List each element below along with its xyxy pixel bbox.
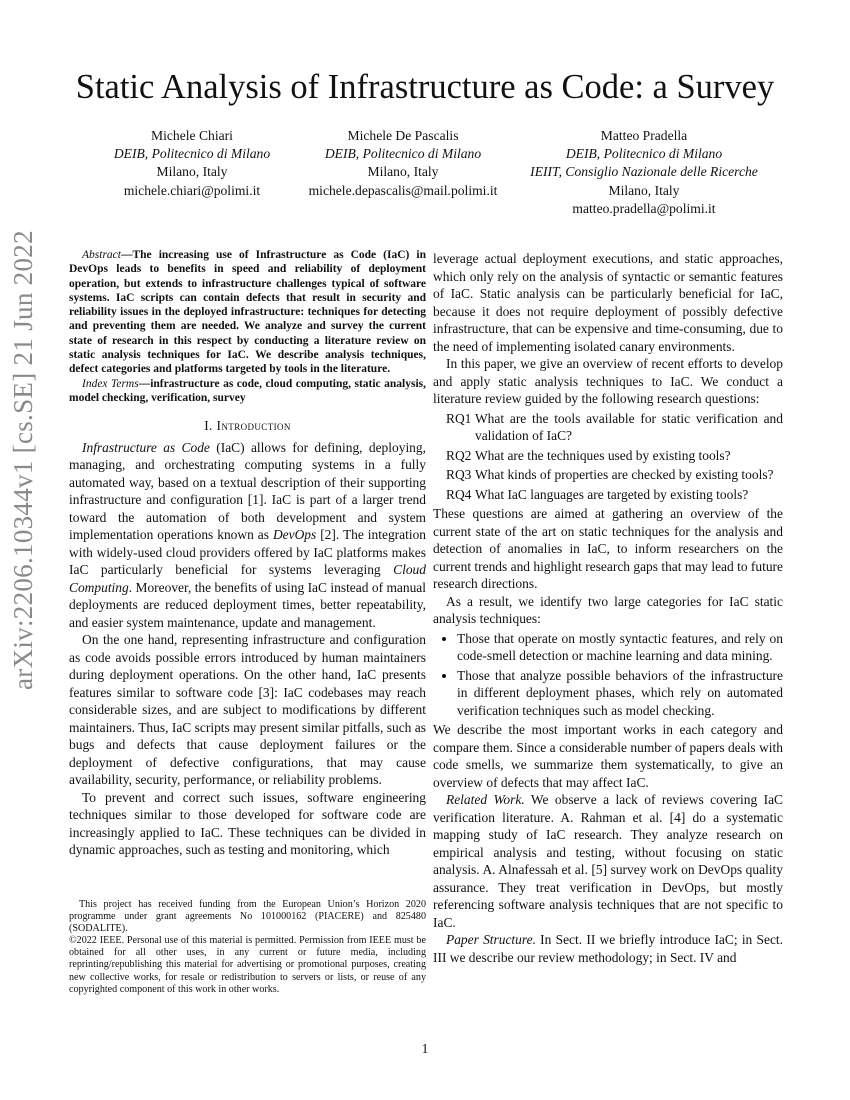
intro-paragraph-3: To prevent and correct such issues, software engineering techniques similar to those developed for software code are increasingly applied to IaC. These techniques can be divided in dynamic approaches, such as testing and monitoring, which <box>69 789 426 858</box>
abstract-text: —The increasing use of Infrastructure as Code (IaC) in DevOps leads to benefits in speed and reliability of deployment operation, but extends to infrastructure challenges typical of software systems. IaC scripts can contain defects that result in security and reliability issues in the deployed infrastructure: techniques for detecting and preventing them are needed. We analyze and survey the current state of research in this respect by conducting a literature review on static analysis techniques for IaC. We describe analysis techniques, defect categories and platforms targeted by tools in the literature. <box>69 249 426 376</box>
category-list <box>433 630 783 720</box>
author-affiliation: DEIB, Politecnico di Milano <box>565 146 723 162</box>
index-terms-label: Index Terms <box>82 377 139 390</box>
paper-structure-paragraph <box>433 931 783 966</box>
paragraph-text: [2]. The integration with widely-used cloud providers offered by IaC platforms makes IaC particularly beneficial for systems leveraging <box>69 527 427 578</box>
funding-note: This project has received funding from the European Union’s Horizon 2020 programme under grant agreements No 101000162 (PIACERE) and 825480 (SODALITE). <box>69 899 426 935</box>
term-iac: Infrastructure as Code <box>82 439 210 455</box>
abstract-label: Abstract <box>82 249 121 261</box>
section-title: Introduction <box>216 418 291 434</box>
intro-paragraph-2: On the one hand, representing infrastructure and configuration as code avoids possible errors introduced by human maintainers during deployment operations. On the other hand, IaC presents features similar to software code [3]: IaC codebases may reach considerable sizes, and are subject to modifications by different maintainers. Thus, IaC scripts may present similar pitfalls, such as bugs and defects that cause deployment failures or the deployment of defective configurations, that may cause availability, security, performance, or reliability problems. <box>69 632 426 788</box>
author-affiliation: DEIB, Politecnico di Milano <box>113 146 271 162</box>
rq-label: RQ2 <box>446 447 472 463</box>
author-name: Michele De Pascalis <box>347 128 459 143</box>
paragraph-text: (IaC) allows for defining, deploying, managing, and orchestrating computing systems in a fully automated way, based on a textual description of their supporting infrastructure and configuration [1]. IaC is part of a larger trend toward the automation of both development and system implementation operations known as <box>69 439 426 543</box>
paragraph-text: . Moreover, the benefits of using IaC instead of manual deployments are reduced deployment times, better repeatability, and easier system maintenance, update and management. <box>69 579 426 630</box>
research-question <box>433 447 783 465</box>
term-cloud-computing: Cloud Computing <box>69 562 426 595</box>
term-devops: DevOps <box>272 527 317 543</box>
rq-text: What are the tools available for static verification and validation of IaC? <box>475 410 783 443</box>
research-question <box>433 410 783 445</box>
abstract <box>69 248 426 377</box>
rq-label: RQ3 <box>446 467 472 482</box>
author-affiliation: DEIB, Politecnico di Milano <box>324 146 482 162</box>
paragraph-text: We observe a lack of reviews covering IaC verification literature. A. Rahman et al. [4] do a systematic mapping study of IaC research. They analyze research on empirical analysis and testing, without focusing on static analysis. A. Alnafessah et al. [5] survey work on DevOps quality assurance. They treat verification in DevOps, but mostly referencing software analysis techniques that are not specific to IaC. <box>433 792 783 930</box>
intro-paragraph-1 <box>69 439 426 632</box>
right-paragraph-5: We describe the most important works in each category and compare them. Since a considerable number of papers deals with code smells, we summarize them systematically, to give an overview of defects that may affect IaC. <box>433 722 783 790</box>
list-item: • Those that operate on mostly syntactic features, and rely on code-smell detection or machine learning and data mining. <box>457 630 783 665</box>
section-number: I. <box>204 418 213 434</box>
author-location: Milano, Italy <box>367 164 439 180</box>
author-block-3 <box>506 127 782 218</box>
footnote <box>69 899 426 996</box>
right-paragraph-4: As a result, we identify two large categories for IaC static analysis techniques: <box>433 593 783 626</box>
rq-text: What IaC languages are targeted by existing tools? <box>475 486 749 502</box>
rq-label: RQ1 <box>446 410 472 426</box>
left-column <box>69 248 426 859</box>
page-number: 1 <box>421 1041 429 1056</box>
arxiv-stamp: arXiv:2206.10344v1 [cs.SE] 21 Jun 2022 <box>8 230 38 690</box>
related-work-paragraph <box>433 791 783 931</box>
author-affiliation-2: IEIIT, Consiglio Nazionale delle Ricerche <box>530 164 758 180</box>
right-paragraph-3: These questions are aimed at gathering an overview of the current state of the art on static techniques for the analysis and detection of anomalies in IaC, to inform researchers on the current trends and highlight research gaps that may lead to future research directions. <box>433 506 783 591</box>
author-location: Milano, Italy <box>156 164 228 180</box>
list-item: • Those that analyze possible behaviors of the infrastructure in different deployment phases, which rely on automated verification techniques such as model checking. <box>457 667 783 720</box>
right-paragraph-1: leverage actual deployment executions, and static approaches, which only rely on the analysis of syntactic or semantic features of IaC. Static analysis can be particularly beneficial for IaC, because it does not require deployment of possibly defective infrastructure, that can be expensive and time-consuming, due to the need of implementing isolated canary environments. <box>433 251 783 354</box>
index-terms <box>69 377 426 406</box>
section-heading-introduction <box>69 417 426 435</box>
right-paragraph-2: In this paper, we give an overview of recent efforts to develop and apply static analysis techniques to IaC. We conduct a literature review guided by the following research questions: <box>433 356 783 406</box>
rq-text: What kinds of properties are checked by existing tools? <box>475 467 774 482</box>
author-block-2 <box>283 127 523 200</box>
rq-label: RQ4 <box>446 486 472 502</box>
research-question <box>433 466 783 484</box>
copyright-note: ©2022 IEEE. Personal use of this material is permitted. Permission from IEEE must be obtained for all other uses, in any current or future media, including reprinting/republishing this material for advertising or promotional purposes, creating new collective works, for resale or redistribution to servers or lists, or reuse of any copyrighted component of this work in other works. <box>69 935 426 995</box>
index-terms-text: —infrastructure as code, cloud computing, static analysis, model checking, verification, survey <box>69 377 426 404</box>
paper-structure-label: Paper Structure. <box>446 932 536 947</box>
author-name: Matteo Pradella <box>600 128 688 143</box>
rq-text: What are the techniques used by existing tools? <box>475 447 731 463</box>
author-location: Milano, Italy <box>608 182 680 198</box>
paper-title: Static Analysis of Infrastructure as Code: a Survey <box>75 68 775 106</box>
author-email: michele.depascalis@mail.polimi.it <box>308 182 498 198</box>
research-question <box>433 486 783 504</box>
author-name: Michele Chiari <box>151 128 233 143</box>
related-work-label: Related Work. <box>446 792 525 807</box>
right-column <box>433 250 783 966</box>
author-email: matteo.pradella@polimi.it <box>572 200 716 216</box>
author-email: michele.chiari@polimi.it <box>123 182 261 198</box>
paragraph-text: In Sect. II we briefly introduce IaC; in Sect. III we describe our review methodology; in Sect. IV and <box>433 932 783 965</box>
author-block-1 <box>92 127 292 200</box>
